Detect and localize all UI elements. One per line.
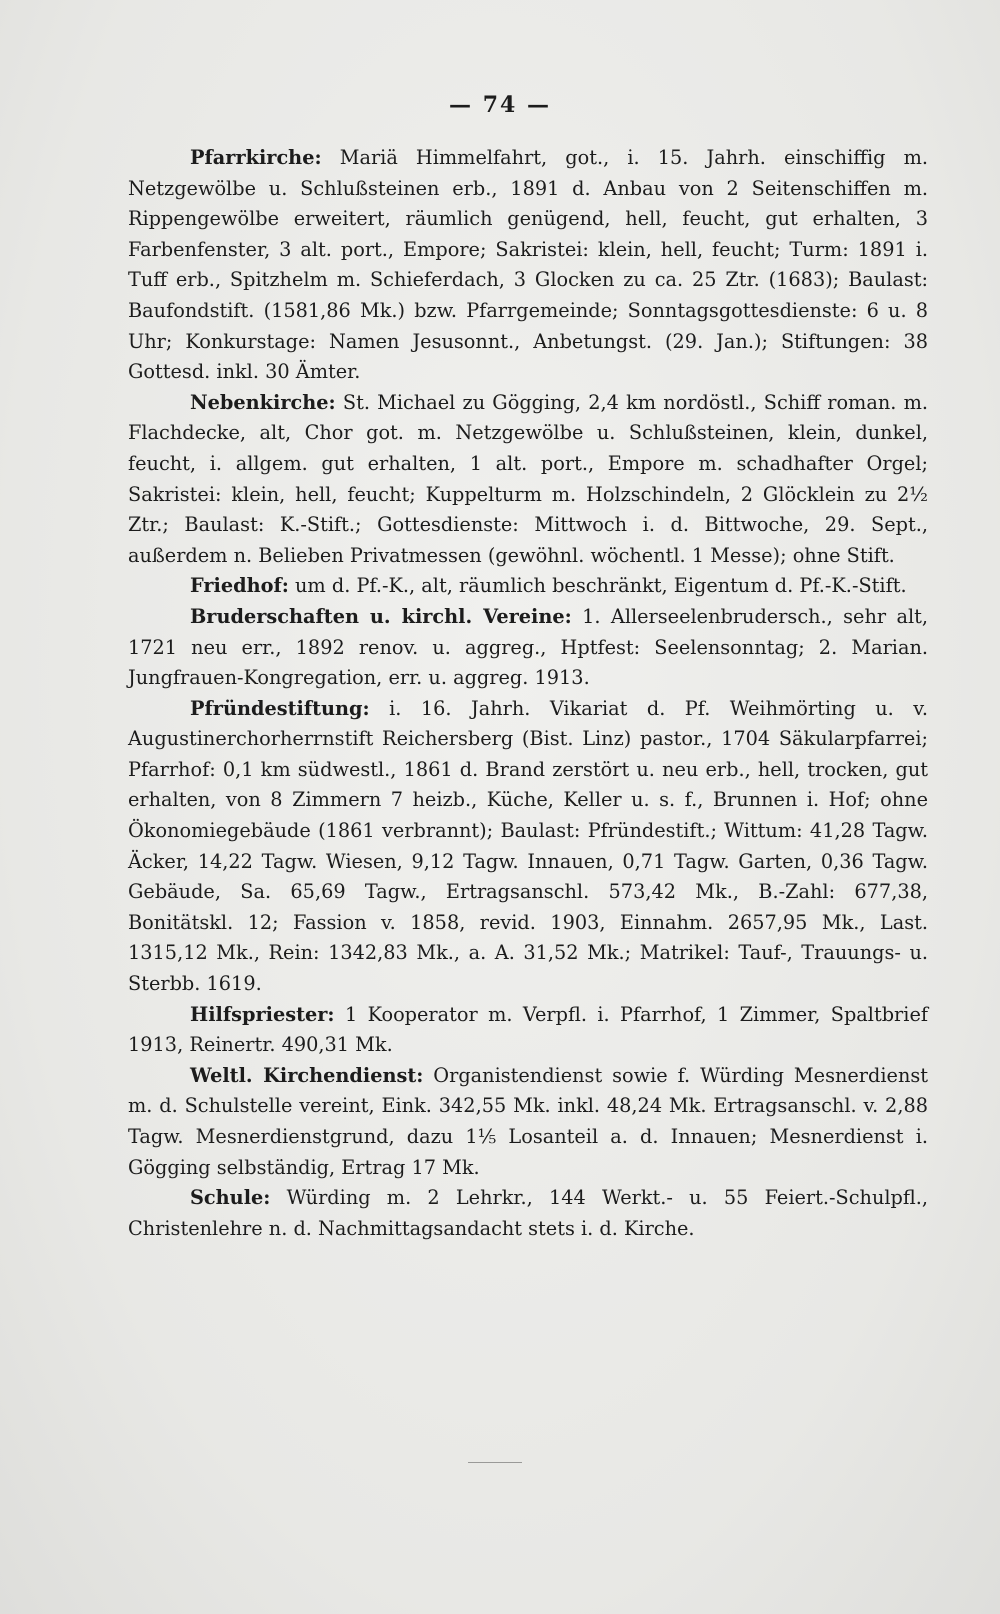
entry-friedhof [128,571,928,602]
entry-heading: Nebenkirche: [190,390,336,414]
entry-text: 1. Allerseelenbrudersch., sehr alt, 1721 neu err., 1892 renov. u. aggreg., Hptfest: Seelensonntag; 2. Marian. Jungfrauen-Kongregation, err. u. aggreg. 1913. [128,604,928,690]
entry-nebenkirche [128,388,928,572]
entry-text: i. 16. Jahrh. Vikariat d. Pf. Weihmörting u. v. Augustinerchorherrnstift Reichersberg (Bist. Linz) pastor., 1704 Säkularpfarrei; Pfarrhof: 0,1 km südwestl., 1861 d. Brand zerstört u. neu erb., hell, trocken, gut erhalten, von 8 Zimmern 7 heizb., Küche, Keller u. s. f., Brunnen i. Hof; ohne Ökonomiegebäude (1861 verbrannt); Baulast: Pfründestift.; Wittum: 41,28 Tagw. Äcker, 14,22 Tagw. Wiesen, 9,12 Tagw. Innauen, 0,71 Tagw. Garten, 0,36 Tagw. Gebäude, Sa. 65,69 Tagw., Ertragsanschl. 573,42 Mk., B.-Zahl: 677,38, Bonitätskl. 12; Fassion v. 1858, revid. 1903, Einnahm. 2657,95 Mk., Last. 1315,12 Mk., Rein: 1342,83 Mk., a. A. 31,52 Mk.; Matrikel: Tauf-, Trauungs- u. Sterbb. 1619. [128,696,928,996]
entry-pfarrkirche [128,143,928,388]
entry-text: Mariä Himmelfahrt, got., i. 15. Jahrh. einschiffig m. Netzgewölbe u. Schlußsteinen erb., 1891 d. Anbau von 2 Seitenschiffen m. Rippengewölbe erweitert, räumlich genügend, hell, feucht, gut erhalten, 3 Farbenfenster, 3 alt. port., Empore; Sakristei: klein, hell, feucht; Turm: 1891 i. Tuff erb., Spitzhelm m. Schieferdach, 3 Glocken zu ca. 25 Ztr. (1683); Baulast: Baufondstift. (1581,86 Mk.) bzw. Pfarrgemeinde; Sonntagsgottesdienste: 6 u. 8 Uhr; Konkurstage: Namen Jesusonnt., Anbetungst. (29. Jan.); Stiftungen: 38 Gottesd. inkl. 30 Ämter. [128,146,928,384]
entry-heading: Bruderschaften u. kirchl. Vereine: [190,604,572,628]
entry-heading: Schule: [190,1186,271,1210]
entry-heading: Weltl. Kirchendienst: [190,1063,424,1087]
page-number: — 74 — [449,92,551,118]
entry-bruderschaften [128,602,928,694]
entry-text: 1 Kooperator m. Verpfl. i. Pfarrhof, 1 Zimmer, Spaltbrief 1913, Reinertr. 490,31 Mk. [128,1002,928,1057]
text-body [128,143,928,1244]
entry-heading: Pfarrkirche: [190,146,322,169]
entry-text: Organistendienst sowie f. Würding Mesnerdienst m. d. Schulstelle vereint, Eink. 342,55 Mk. inkl. 48,24 Mk. Ertragsanschl. v. 2,88 Tagw. Mesnerdienstgrund, dazu 1⅕ Losanteil a. d. Innauen; Mesnerdienst i. Gögging selbständig, Ertrag 17 Mk. [128,1063,929,1179]
entry-kirchendienst [128,1061,928,1183]
entry-text: um d. Pf.-K., alt, räumlich beschränkt, Eigentum d. Pf.-K.-Stift. [295,574,907,598]
footer-divider [468,1462,522,1463]
entry-heading: Friedhof: [190,574,289,598]
entry-text: St. Michael zu Gögging, 2,4 km nordöstl., Schiff roman. m. Flachdecke, alt, Chor got. m. Netzgewölbe u. Schlußsteinen, klein, dunkel, feucht, i. allgem. gut erhalten, 1 alt. port., Empore m. schadhafter Orgel; Sakristei: klein, hell, feucht; Kuppelturm m. Holzschindeln, 2 Glöcklein zu 2½ Ztr.; Baulast: K.-Stift.; Gottesdienste: Mittwoch i. d. Bittwoche, 29. Sept., außerdem n. Belieben Privatmessen (gewöhnl. wöchentl. 1 Messe); ohne Stift. [128,390,928,567]
entry-hilfspriester [128,1000,928,1061]
entry-schule [128,1183,928,1244]
entry-text: Würding m. 2 Lehrkr., 144 Werkt.- u. 55 Feiert.-Schulpfl., Christenlehre n. d. Nachmittagsandacht stets i. d. Kirche. [128,1186,929,1240]
entry-heading: Pfründestiftung: [190,696,370,720]
entry-pfruendestiftung [128,694,928,1000]
entry-heading: Hilfspriester: [190,1002,335,1026]
